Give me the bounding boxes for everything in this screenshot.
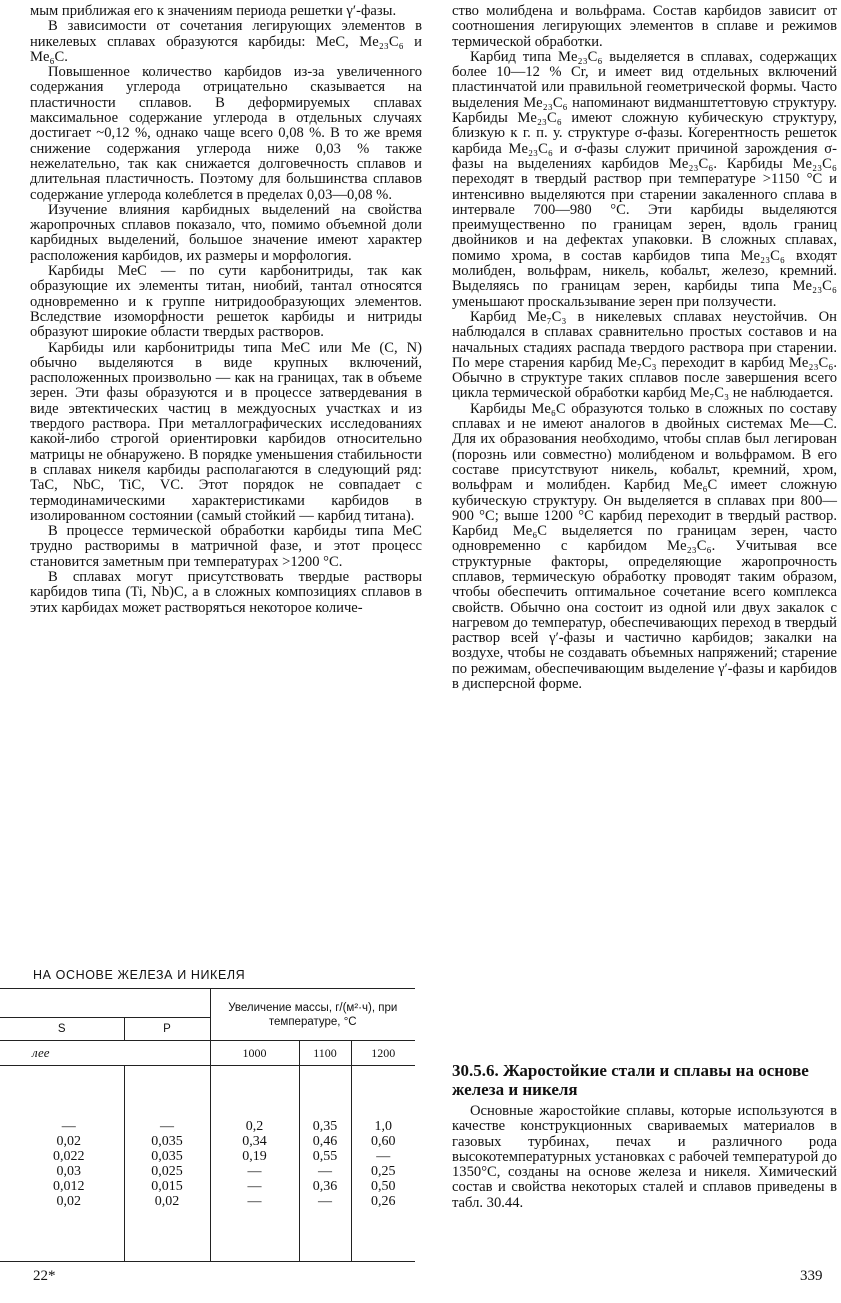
body-paragraph: ство молибдена и вольфрама. Состав карбидов зависит от соотношения легирующих элементов в сплаве и режимов термической обработки. [452, 3, 837, 50]
table-cell: 1,0 [374, 1118, 392, 1134]
body-paragraph: Карбид типа Me₂₃C₆ выделяется в сплавах, содержащих более 10—12 % Cr, и имеет вид отдельных включений пластинчатой или правильной геометрической формы. Часто выделения Me₂₃C₆ напоминают видманштеттовую структуру. Карбиды Me₂₃C₆ имеют сложную кубическую структуру, близкую к г. п. у. структуре σ-фазы. Когерентность решеток карбида Me₂₃C₆ и σ-фазы служит причиной зарождения σ-фазы на выделениях карбидов Me₂₃C₆. Карбиды Me₂₃C₆ переходят в твердый раствор при температуре >1150 °C и интенсивно выделяются при старении закаленного сплава в интервале 700—980 °C. Эти карбиды выделяются преимущественно по границам зерен, вдоль границ двойников и на дефектах упаковки. В сложных сплавах, помимо хрома, в состав карбидов типа Me₂₃C₆ входят молибден, вольфрам, никель, кобальт, железо, кремний. Выделяясь по границам зерен, карбиды типа Me₂₃C₆ уменьшают проскальзывание зерен при ползучести. [452, 48, 837, 310]
table-cell: — [318, 1163, 332, 1179]
body-paragraph: Карбиды или карбонитриды типа MeC или Me (C, N) обычно выделяются в виде крупных включений, расположенных произвольно — как на границах, так в объеме зерен. Эти фазы образуются и в процессе затвердевания в виде эвтектических частиц в междуосных участках и из твердого раствора. При металлографических исследованиях какой-либо строгой ориентировки карбидов относительно матрицы не обнаружено. В порядке уменьшения стабильности в сплавах никеля карбиды располагаются в следующий ряд: TaC, NbC, TiC, VC. Этот порядок не совпадает с термодинамическими характеристиками карбидов в изолированном состоянии (самый стойкий — карбид титана). [30, 339, 422, 524]
col-values-s [0, 1066, 124, 1262]
page-number: 339 [800, 1268, 823, 1284]
table-cell: 0,035 [151, 1133, 183, 1149]
table-cell: 0,26 [371, 1193, 396, 1209]
table-cell: 0,03 [56, 1163, 81, 1179]
col-values-1000 [210, 1066, 299, 1262]
table-cell: — [318, 1193, 332, 1209]
left-text-column [30, 4, 422, 616]
row-label: лее [0, 1041, 124, 1066]
col-header-p: P [124, 1018, 210, 1041]
table-cell: 0,02 [56, 1133, 81, 1149]
table-cell: — [376, 1148, 391, 1164]
body-paragraph: Карбиды MeC — по сути карбонитриды, так как образующие их элементы титан, ниобий, тантал относятся одновременно и к группе нитридообразующих элементов. Вследствие изоморфности решеток карбиды и нитриды образуют широкие области твердых растворов. [30, 263, 422, 341]
body-paragraph: мым приближая его к значениям периода решетки γ′-фазы. [30, 3, 397, 19]
table-cell: — [160, 1118, 174, 1134]
body-paragraph: Изучение влияния карбидных выделений на свойства жаропрочных сплавов показало, что, помимо объемной доли карбидных выделений, большое значение имеют характер расположения карбидов, их размеры и морфология. [30, 201, 422, 264]
temp-1100: 1100 [299, 1041, 351, 1066]
table-cell: 0,36 [312, 1178, 338, 1194]
body-paragraph: Повышенное количество карбидов из-за увеличенного содержания углерода отрицательно сказывается на пластичности сплавов. В деформируемых сплавах максимальное содержание углерода в отдельных случаях достигает ~0,12 %, однако чаще всего 0,08 %. В то же время снижение содержания углерода ниже 0,03 % также нежелательно, так как снижается долговечность сплавов и длительная пластичность. Поэтому для большинства сплавов содержание углерода колеблется в пределах 0,03—0,08 %. [30, 64, 422, 203]
table-cell: — [61, 1118, 76, 1134]
table-cell: 0,46 [312, 1133, 338, 1149]
col-values-1200 [351, 1066, 415, 1262]
body-paragraph: Карбиды Me₆C образуются только в сложных по составу сплавах и не имеют аналогов в двойных системах Me—C. Для их образования необходимо, чтобы сплав был легирован (порознь или совместно) молибденом и вольфрамом. В его составе присутствуют никель, кобальт, кремний, хром, вольфрам и молибден. Карбид Me₆C имеет сложную кубическую структуру. Он выделяется в сплавах при 800—900 °C; выше 1200 °C карбид переходит в твердый раствор. Карбид Me₆C выделяется по границам зерен, часто одновременно с карбидом Me₂₃C₆. Учитывая все структурные факторы, определяющие жаропрочность сплавов, термическую обработку проводят таким образом, чтобы обеспечить оптимальное сочетание всего комплекса свойств. Обычно она состоит из одной или двух закалок с нагревом до температур, обеспечивающих переход в твердый раствор всей γ′-фазы и частично карбидов; закалки на воздухе, чтобы не создавать объемных напряжений; старение по режимам, обеспечивающим выделение γ′-фазы и карбидов в дисперсной форме. [452, 400, 837, 693]
table-cell: 0,2 [245, 1118, 264, 1134]
temp-1200: 1200 [351, 1041, 415, 1066]
table-cell: 0,02 [154, 1193, 180, 1209]
body-paragraph: В сплавах могут присутствовать твердые растворы карбидов типа (Ti, Nb)C, а в сложных композициях сплавов в этих карбидах может растворяться некоторое количе- [30, 568, 422, 616]
body-paragraph: В зависимости от сочетания легирующих элементов в никелевых сплавах образуются карбиды: MeC, Me₂₃C₆ и Me₆C. [30, 18, 422, 65]
table-cell: 0,022 [53, 1148, 85, 1164]
table-cell: 0,60 [371, 1133, 396, 1149]
right-text-column [452, 4, 837, 692]
body-paragraph: В процессе термической обработки карбиды типа MeC трудно растворимы в матричной фазе, и этот процесс становится заметным при температурах >1200 °C. [30, 523, 422, 570]
table-cell: — [247, 1178, 262, 1194]
data-table [0, 988, 415, 1262]
table-group-header: Увеличение массы, г/(м²·ч), при температуре, °С [210, 989, 415, 1041]
table-caption: НА ОСНОВЕ ЖЕЛЕЗА И НИКЕЛЯ [33, 968, 246, 982]
table-cell: 0,19 [242, 1148, 267, 1164]
table-cell: 0,25 [371, 1163, 396, 1179]
table-cell: 0,012 [53, 1178, 85, 1194]
table-cell: 0,015 [151, 1178, 183, 1194]
table-cell: 0,50 [371, 1178, 396, 1194]
temp-1000: 1000 [210, 1041, 299, 1066]
table-cell: 0,025 [151, 1163, 183, 1179]
table-cell: — [247, 1193, 262, 1209]
table-cell: 0,34 [242, 1133, 267, 1149]
section-paragraph: Основные жаростойкие сплавы, которые используются в качестве конструкционных свариваемых материалов в газовых турбинах, печах и различного рода высокотемпературных установках с рабочей температурой до 1350°C, созданы на основе железа и никеля. Химический состав и свойства некоторых сталей и сплавов приведены в табл. 30.44. [452, 1103, 837, 1211]
table-cell: 0,55 [312, 1148, 338, 1164]
body-paragraph: Карбид Me₇C₃ в никелевых сплавах неустойчив. Он наблюдался в сплавах сравнительно простых составов и на начальных стадиях распада твердого раствора при старении. По мере старения карбид Me₇C₃ переходит в карбид Me₂₃C₆. Обычно в структуре таких сплавов после завершения всего цикла термической обработки карбид Me₇C₃ не наблюдается. [452, 308, 837, 402]
table-cell: — [247, 1163, 262, 1179]
col-values-p [124, 1066, 210, 1262]
table-cell: 0,02 [56, 1193, 81, 1209]
table-cell: 0,35 [312, 1118, 338, 1134]
table-cell: 0,035 [151, 1148, 183, 1164]
col-values-1100 [299, 1066, 351, 1262]
section-heading: 30.5.6. Жаростойкие стали и сплавы на основе железа и никеля [452, 1061, 809, 1099]
col-header-s: S [0, 1018, 124, 1041]
signature-mark: 22* [33, 1268, 56, 1284]
